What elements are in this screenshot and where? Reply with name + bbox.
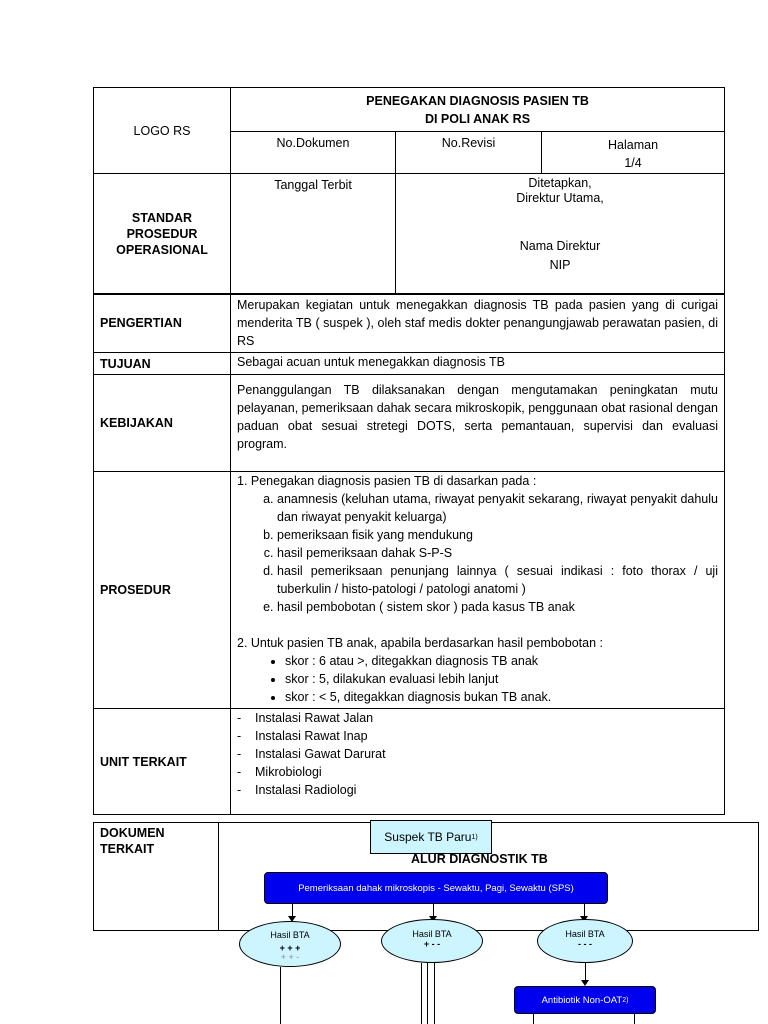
prosedur-item-2: 2. Untuk pasien TB anak, apabila berdasarkan hasil pembobotan : bbox=[237, 636, 603, 650]
tujuan-label: TUJUAN bbox=[94, 353, 231, 375]
list-item: - Instalasi Rawat Inap bbox=[237, 727, 718, 745]
dokumen-terkait-divider bbox=[218, 822, 219, 931]
sop-label bbox=[94, 174, 231, 295]
antibiotik-label: Antibiotik Non-OAT bbox=[541, 994, 623, 1006]
pengertian-text: Merupakan kegiatan untuk menegakkan diagnosis TB pada pasien yang di curigai menderita TB ( suspek ), oleh staf medis dokter penangungjawab perawatan pasien, di RS bbox=[231, 294, 725, 353]
sop-line-3: OPERASIONAL bbox=[116, 243, 208, 257]
tanggal-terbit-cell bbox=[231, 174, 396, 295]
list-item: - Instalasi Radiologi bbox=[237, 781, 718, 799]
unit-terkait-label: UNIT TERKAIT bbox=[94, 709, 231, 815]
halaman-cell bbox=[542, 132, 725, 174]
hasil-bta-value-secondary: + + - bbox=[280, 952, 300, 962]
hasil-bta-negative-ellipse bbox=[537, 919, 633, 963]
ditetapkan-label: Ditetapkan, bbox=[528, 176, 592, 190]
list-item: d. hasil pemeriksaan penunjang lainnya ( sesuai indikasi : foto thorax / uji tuberkulin / histo-patologi / patologi anatomi ) bbox=[277, 562, 718, 598]
no-revisi-label: No.Revisi bbox=[441, 136, 496, 150]
hasil-bta-label: Hasil BTA bbox=[270, 930, 310, 940]
connector-line bbox=[634, 1014, 635, 1024]
sop-line-2: PROSEDUR bbox=[126, 227, 198, 241]
hasil-bta-value: - - - bbox=[578, 939, 592, 949]
tujuan-text: Sebagai acuan untuk menegakkan diagnosis TB bbox=[231, 353, 725, 375]
list-item: - Mikrobiologi bbox=[237, 763, 718, 781]
no-revisi-cell bbox=[396, 132, 542, 174]
pengertian-label: PENGERTIAN bbox=[94, 294, 231, 353]
list-item: • skor : 6 atau >, ditegakkan diagnosis TB anak bbox=[285, 652, 718, 670]
suspek-footnote: 1) bbox=[471, 833, 478, 841]
nama-direktur: Nama Direktur bbox=[519, 239, 601, 253]
suspek-tb-box bbox=[370, 820, 492, 854]
connector-line bbox=[421, 963, 422, 1024]
hasil-bta-positive-ellipse bbox=[239, 921, 341, 967]
hasil-bta-value: + - - bbox=[423, 939, 441, 949]
document-title bbox=[231, 88, 725, 132]
hasil-bta-value: + + + bbox=[279, 943, 301, 953]
kebijakan-label: KEBIJAKAN bbox=[94, 375, 231, 472]
hasil-bta-label: Hasil BTA bbox=[565, 929, 605, 939]
prosedur-label: PROSEDUR bbox=[94, 472, 231, 709]
title-line-1: PENEGAKAN DIAGNOSIS PASIEN TB bbox=[366, 93, 589, 108]
direktur-utama-label: Direktur Utama, bbox=[516, 191, 604, 205]
list-item: c. hasil pemeriksaan dahak S-P-S bbox=[277, 544, 718, 562]
prosedur-item-1: 1. Penegakan diagnosis pasien TB di dasarkan pada : bbox=[237, 474, 537, 488]
connector-line bbox=[533, 1014, 534, 1024]
halaman-label: Halaman bbox=[608, 138, 659, 152]
no-dokumen-label: No.Dokumen bbox=[276, 136, 350, 150]
pemeriksaan-dahak-box bbox=[264, 872, 608, 904]
dokumen-label-line-2: TERKAIT bbox=[100, 842, 155, 856]
list-item: e. hasil pembobotan ( sistem skor ) pada kasus TB anak bbox=[277, 598, 718, 616]
suspek-label: Suspek TB Paru bbox=[384, 830, 472, 844]
logo-cell bbox=[94, 88, 231, 174]
prosedur-sublist bbox=[237, 490, 718, 616]
pemeriksaan-label: Pemeriksaan dahak mikroskopis - Sewaktu, Pagi, Sewaktu (SPS) bbox=[298, 882, 574, 894]
antibiotik-footnote: 2) bbox=[622, 996, 629, 1004]
kebijakan-text: Penanggulangan TB dilaksanakan dengan mengutamakan peningkatan mutu pelayanan, pemeriksaan dahak secara mikroskopik, penggunaan obat rasional dengan paduan obat sesuai stretegi DOTS, serta pemantauan, supervisi dan evaluasi program. bbox=[231, 375, 725, 472]
logo-placeholder: LOGO RS bbox=[133, 123, 191, 138]
prosedur-content bbox=[231, 472, 725, 709]
unit-terkait-content bbox=[231, 709, 725, 815]
list-item: - Instalasi Gawat Darurat bbox=[237, 745, 718, 763]
dokumen-terkait-label bbox=[100, 825, 165, 857]
title-line-2: DI POLI ANAK RS bbox=[424, 111, 531, 126]
list-item: a. anamnesis (keluhan utama, riwayat penyakit sekarang, riwayat penyakit dahulu dan riwayat penyakit keluarga) bbox=[277, 490, 718, 526]
prosedur-bullets bbox=[237, 652, 718, 706]
list-item: - Instalasi Rawat Jalan bbox=[237, 709, 718, 727]
tanggal-terbit-label: Tanggal Terbit bbox=[274, 178, 352, 192]
list-item: • skor : < 5, ditegakkan diagnosis bukan TB anak. bbox=[285, 688, 718, 706]
connector-line bbox=[434, 963, 435, 1024]
list-item: b. pemeriksaan fisik yang mendukung bbox=[277, 526, 718, 544]
hasil-bta-mixed-ellipse bbox=[381, 919, 483, 963]
sop-body-table bbox=[93, 293, 725, 815]
halaman-value: 1/4 bbox=[624, 156, 642, 170]
sop-line-1: STANDAR bbox=[131, 211, 193, 225]
flowchart-title: ALUR DIAGNOSTIK TB bbox=[411, 852, 548, 866]
approval-cell bbox=[396, 174, 725, 295]
list-item: • skor : 5, dilakukan evaluasi lebih lanjut bbox=[285, 670, 718, 688]
dokumen-label-line-1: DOKUMEN bbox=[100, 826, 165, 840]
no-dokumen-cell bbox=[231, 132, 396, 174]
connector-line bbox=[427, 963, 428, 1024]
sop-header-table bbox=[93, 87, 725, 295]
unit-list bbox=[237, 709, 718, 799]
nip-label: NIP bbox=[549, 258, 571, 272]
connector-line bbox=[280, 967, 281, 1024]
hasil-bta-label: Hasil BTA bbox=[412, 929, 452, 939]
antibiotik-non-oat-box bbox=[514, 986, 656, 1014]
